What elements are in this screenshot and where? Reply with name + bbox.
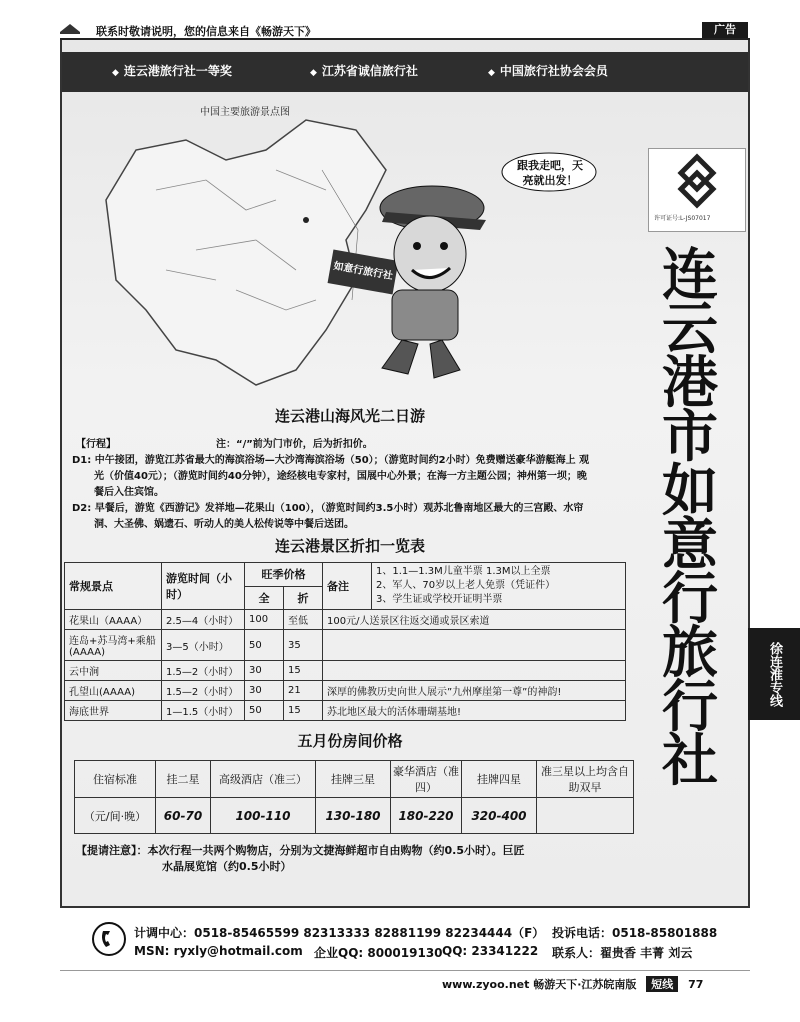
header-cell: 挂牌四星 <box>462 761 537 798</box>
agency-name-char: 云 <box>662 296 718 362</box>
tips-line: 【提请注意】：本次行程一共两个购物店，分别为文捷海鲜超市自由购物（约0.5小时）。巨匠 <box>76 844 525 857</box>
header-cell: 住宿标准 <box>75 761 156 798</box>
table-row <box>65 681 626 701</box>
cell-discount: 至低 <box>284 610 323 630</box>
diamond-icon: ◆ <box>112 68 119 78</box>
header-price: 旺季价格 <box>245 563 323 587</box>
footer-site: www.zyoo.net 畅游天下·江苏皖南版 <box>442 978 637 991</box>
cell-spot: 花果山（AAAA） <box>65 610 162 630</box>
route-side-tab: 徐连淮专线 <box>748 628 800 720</box>
dispatch-phones: 计调中心：0518-85465599 82313333 82881199 82234444（F） <box>134 926 545 940</box>
table-row <box>65 701 626 721</box>
cell-remark: 苏北地区最大的活体珊瑚基地! <box>323 701 626 721</box>
cell-spot: 海底世界 <box>65 701 162 721</box>
table-row <box>65 630 626 661</box>
itinerary-day1: 餐后入住宾馆。 <box>94 487 164 498</box>
cell-discount: 15 <box>284 701 323 721</box>
speech-bubble-text: 跟我走吧，天 亮就出发！ <box>517 159 583 187</box>
header-spot: 常规景点 <box>65 563 162 610</box>
cell-discount: 21 <box>284 681 323 701</box>
header-cell: 准三星以上均含自助双早 <box>537 761 634 798</box>
header-cell: 挂二星 <box>156 761 211 798</box>
agency-name-char: 社 <box>662 728 718 794</box>
source-notice: 联系时敬请说明，您的信息来自《畅游天下》 <box>96 25 316 38</box>
cell-discount: 15 <box>284 661 323 681</box>
cartoon-mascot-illustration <box>322 172 498 388</box>
discount-table <box>64 562 626 721</box>
header-discount: 折 <box>284 586 323 610</box>
header-cell: 挂牌三星 <box>316 761 391 798</box>
table-row <box>75 798 634 834</box>
diamond-icon: ◆ <box>310 68 317 78</box>
cell-time: 1.5—2（小时） <box>162 661 245 681</box>
diamond-icon: ◆ <box>488 68 495 78</box>
agency-name-char: 连 <box>662 242 718 308</box>
complaint-phone: 投诉电话：0518-85801888 <box>552 926 718 940</box>
discount-table-title: 连云港景区折扣一览表 <box>274 537 425 555</box>
cell-price: 60-70 <box>156 798 211 834</box>
header-cell: 高级酒店（准三） <box>211 761 316 798</box>
contact-people: 联系人：翟贵香 丰菁 刘云 <box>552 946 693 960</box>
itinerary-day2: D2: 早餐后，游览《西游记》发祥地—花果山（100），（游览时间约3.5小时）观苏北鲁南地区最大的三宫殿、水帘 <box>72 503 584 514</box>
header-time: 游览时间（小时） <box>162 563 245 610</box>
agency-name-char: 行 <box>662 674 718 740</box>
cell-spot: 云中涧 <box>65 661 162 681</box>
license-number: 许可证号:L-JS07017 <box>654 215 711 222</box>
section-tag: 短线 <box>646 976 678 992</box>
magazine-logo-icon <box>58 22 82 34</box>
header-cell: 豪华酒店（准四） <box>391 761 462 798</box>
cell-price: 130-180 <box>316 798 391 834</box>
agency-name-char: 港 <box>662 350 718 416</box>
itinerary-label: 【行程】 <box>76 439 116 450</box>
table-row <box>65 661 626 681</box>
agency-name-char: 行 <box>662 566 718 632</box>
map-banner: 如意行旅行社 <box>328 250 399 295</box>
agency-name-char: 旅 <box>662 620 718 686</box>
ruyi-knot-icon <box>649 149 745 213</box>
cell-price <box>537 798 634 834</box>
agency-name-char: 市 <box>662 404 718 470</box>
cell-price: 100-110 <box>211 798 316 834</box>
route-title: 连云港山海风光二日游 <box>274 407 425 425</box>
itinerary-day1: 光（价值40元）；（游览时间约40分钟），途经核电专家村，国展中心外景；在海一方主题公园；神州第一坝；晚 <box>94 471 587 482</box>
cell-remark <box>323 630 626 661</box>
cell-full: 30 <box>245 681 284 701</box>
corporate-qq: 企业QQ: 800019130 <box>314 946 443 960</box>
phone-icon <box>92 922 126 956</box>
cell-price: 180-220 <box>391 798 462 834</box>
cell-full: 50 <box>245 701 284 721</box>
table-header-row <box>75 761 634 798</box>
header-notes: 1、1.1—1.3M儿童半票 1.3M以上全票 2、军人、70岁以上老人免票（凭证件） 3、学生证或学校开证明半票 <box>372 563 626 610</box>
ad-label: 广告 <box>702 22 748 38</box>
cell-full: 100 <box>245 610 284 630</box>
cell-time: 3—5（小时） <box>162 630 245 661</box>
cell-full: 30 <box>245 661 284 681</box>
cell-time: 1—1.5（小时） <box>162 701 245 721</box>
page-footer <box>442 976 703 992</box>
cell-discount: 35 <box>284 630 323 661</box>
itinerary-day1: D1: 中午接团，游览江苏省最大的海滨浴场—大沙湾海滨浴场（50）；（游览时间约2小时）免费赠送豪华游艇海上 观 <box>72 455 590 466</box>
itinerary-day2: 洞、大圣佛、娲遗石、听动人的美人松传说等中餐后送团。 <box>94 519 354 530</box>
cell-remark <box>323 661 626 681</box>
msn-address: MSN: ryxly@hotmail.com <box>134 944 303 958</box>
award-badge: ◆ 江苏省诚信旅行社 <box>310 64 418 78</box>
header-remark: 备注 <box>323 563 372 610</box>
award-badge: ◆ 连云港旅行社一等奖 <box>112 64 232 78</box>
cell-full: 50 <box>245 630 284 661</box>
award-badge: ◆ 中国旅行社协会会员 <box>488 64 608 78</box>
footer-divider <box>60 970 750 971</box>
table-header-row <box>65 563 626 587</box>
agency-name-char: 如 <box>662 458 718 524</box>
cell-spot: 孔望山(AAAA) <box>65 681 162 701</box>
header-full: 全 <box>245 586 284 610</box>
cell-unit: （元/间·晚） <box>75 798 156 834</box>
qq-number: QQ: 23341222 <box>442 944 539 958</box>
cell-remark: 深厚的佛教历史向世人展示”九州摩崖第一尊”的神韵! <box>323 681 626 701</box>
room-price-table <box>74 760 634 834</box>
page-number: 77 <box>688 978 704 991</box>
table-row <box>65 610 626 630</box>
agency-name-char: 意 <box>662 512 718 578</box>
cell-time: 2.5—4（小时） <box>162 610 245 630</box>
price-note: 注：“/”前为门市价，后为折扣价。 <box>216 439 373 450</box>
room-price-title: 五月份房间价格 <box>297 732 403 750</box>
cell-price: 320-400 <box>462 798 537 834</box>
map-title: 中国主要旅游景点图 <box>200 107 290 118</box>
cell-remark: 100元/人送景区往返交通或景区索道 <box>323 610 626 630</box>
cell-time: 1.5—2（小时） <box>162 681 245 701</box>
cell-spot: 连岛+苏马湾+乘船(AAAA) <box>65 630 162 661</box>
tips-line: 水晶展览馆（约0.5小时） <box>162 860 292 873</box>
